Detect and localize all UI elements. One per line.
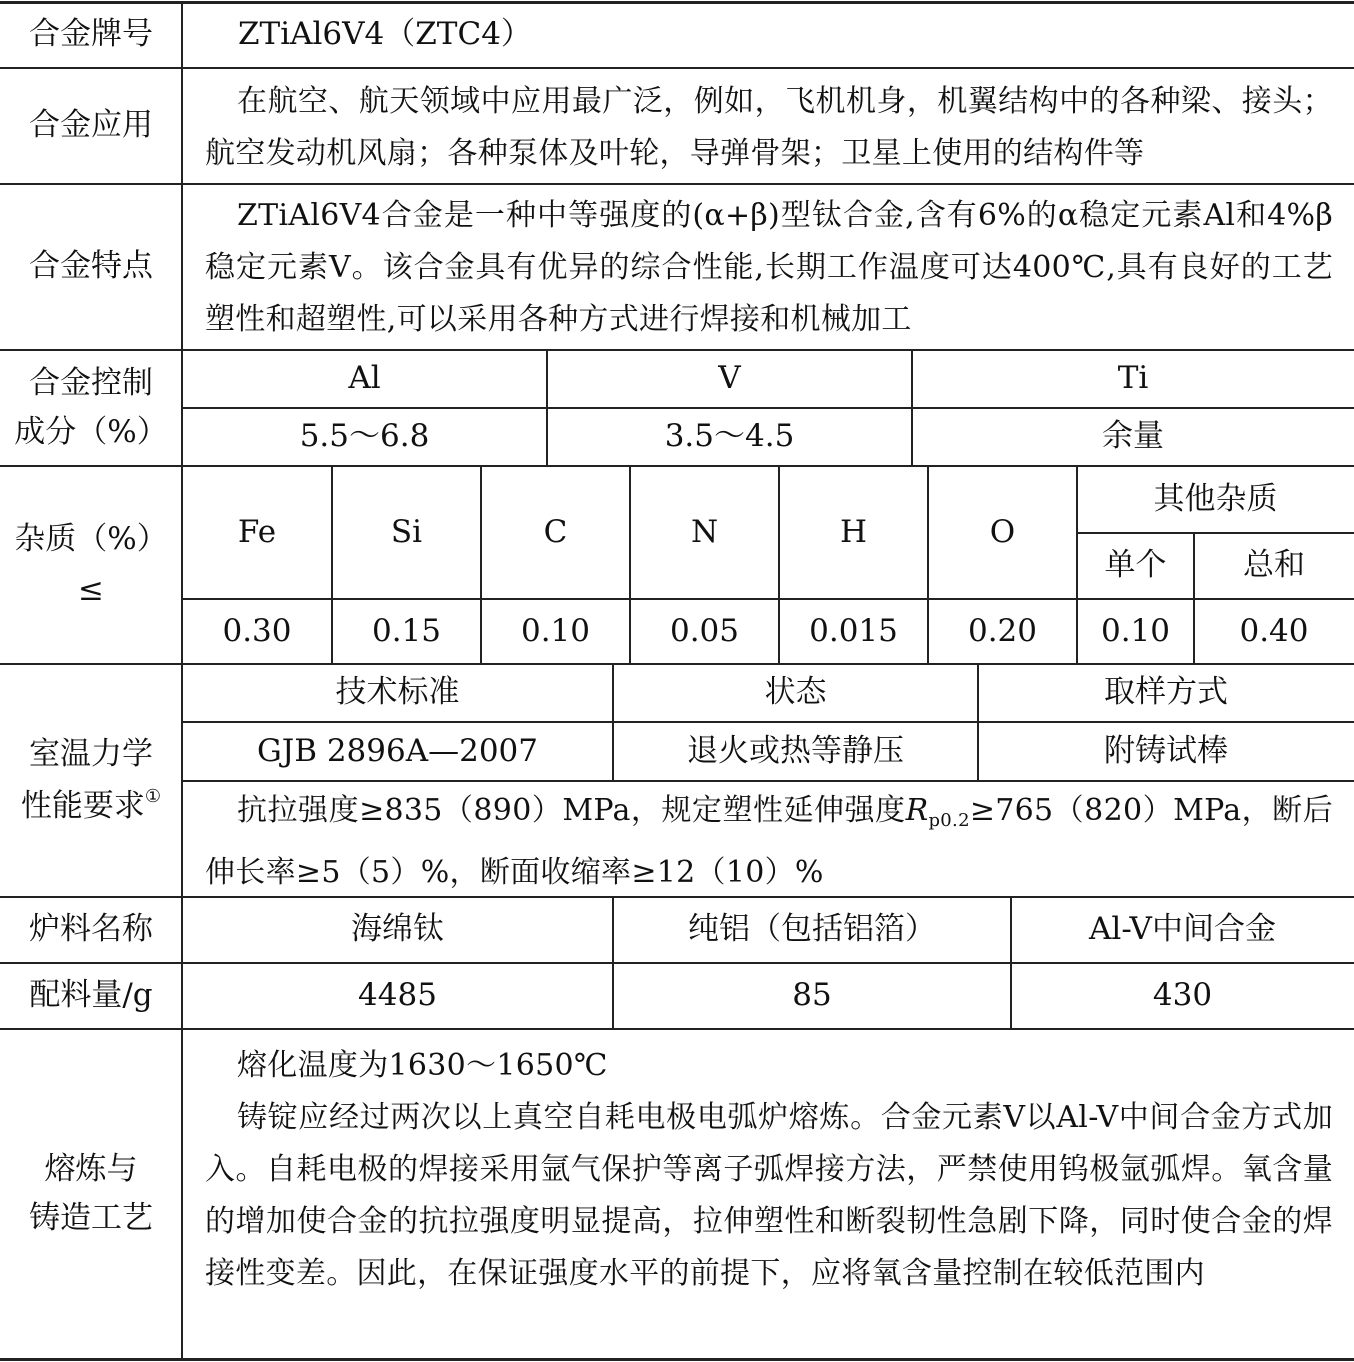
other-impurities-header: 其他杂质: [1153, 480, 1278, 517]
mechanical-requirements-text: [205, 785, 1333, 899]
charge-amount-label: 配料量/g: [29, 977, 153, 1014]
impurities-label: [0, 466, 182, 664]
yield-symbol: R: [905, 793, 929, 828]
composition-label-line1: 合金控制: [29, 364, 153, 401]
application-text: [205, 76, 1333, 180]
impurity-value: 0.15: [371, 612, 442, 649]
other-impurity-total-value: 0.40: [1239, 612, 1309, 649]
mechanical-header: 取样方式: [1104, 674, 1228, 711]
mechanical-header: 状态: [764, 674, 827, 711]
mechanical-text-b: ≥765（820）MPa，断后伸长率≥5（5）%，断面收缩率≥12（10）%: [205, 793, 1333, 890]
rule-bottom: [0, 1358, 1354, 1361]
process-label-line2: 铸造工艺: [29, 1200, 153, 1236]
features-text: [205, 190, 1333, 346]
application-label: 合金应用: [29, 107, 153, 144]
composition-element: Al: [348, 360, 381, 397]
composition-label-line2: 成分（%）: [14, 414, 168, 450]
charge-amount: 85: [792, 977, 832, 1014]
mechanical-label-line2: 性能要求: [20, 787, 145, 824]
impurity-element: O: [989, 513, 1016, 550]
process-text: [205, 1040, 1333, 1300]
process-label-line1: 熔炼与: [44, 1150, 138, 1187]
impurity-value: 0.30: [222, 612, 292, 649]
impurity-value: 0.05: [669, 612, 740, 649]
impurity-element: H: [839, 513, 868, 550]
process-paragraph-1: 熔化温度为1630～1650℃: [237, 1048, 608, 1083]
charge-name: Al-V中间合金: [1089, 911, 1276, 948]
features-label: 合金特点: [29, 248, 153, 285]
process-paragraph-2: 铸锭应经过两次以上真空自耗电极电弧炉熔炼。合金元素V以Al-V中间合金方式加入。自耗电极的焊接采用氩气保护等离子弧焊接方法，严禁使用钨极氩弧焊。氧含量的增加使合金的抗拉强度明显提高，拉伸塑性和断裂韧性急剧下降，同时使合金的焊接性变差。因此，在保证强度水平的前提下，应将氧含量控制在较低范围内: [205, 1100, 1333, 1291]
footnote-mark: ①: [144, 785, 162, 807]
mechanical-label: [0, 664, 182, 897]
impurity-element: N: [690, 513, 719, 550]
other-impurities-single-header: 单个: [1104, 547, 1167, 584]
charge-name: 海绵钛: [351, 911, 444, 948]
application-paragraph: 在航空、航天领域中应用最广泛，例如，飞机机身，机翼结构中的各种梁、接头；航空发动机风扇；各种泵体及叶轮，导弹骨架；卫星上使用的结构件等: [205, 84, 1333, 171]
composition-element: V: [718, 360, 741, 397]
grade-value: ZTiAl6V4（ZTC4）: [238, 16, 532, 53]
charge-amount: 4485: [358, 977, 437, 1014]
impurities-label-line1: 杂质（%）: [14, 520, 168, 557]
composition-element: Ti: [1117, 360, 1149, 397]
mechanical-label-line1: 室温力学: [29, 736, 153, 773]
composition-value: 5.5～6.8: [299, 418, 430, 455]
impurity-value: 0.10: [520, 612, 591, 649]
impurity-value: 0.015: [809, 612, 898, 649]
impurities-label-line2: ≤: [78, 572, 104, 608]
mechanical-value: 附铸试棒: [1104, 732, 1228, 769]
composition-label: [0, 350, 182, 466]
impurity-element: Si: [390, 513, 423, 550]
yield-symbol-subscript: p0.2: [928, 810, 970, 831]
process-label: [0, 1029, 182, 1359]
mechanical-value: 退火或热等静压: [687, 732, 904, 769]
mechanical-header: 技术标准: [335, 674, 460, 711]
features-paragraph: ZTiAl6V4合金是一种中等强度的(α+β)型钛合金,含有6%的α稳定元素Al和4%β稳定元素V。该合金具有优异的综合性能,长期工作温度可达400℃,具有良好的工艺塑性和超塑性,可以采用各种方式进行焊接和机械加工: [205, 198, 1333, 337]
other-impurity-single-value: 0.10: [1100, 612, 1171, 649]
mechanical-value: GJB 2896A—2007: [257, 732, 538, 769]
mechanical-label-line2-wrap: [21, 786, 161, 825]
mechanical-text-a: 抗拉强度≥835（890）MPa，规定塑性延伸强度: [237, 793, 906, 828]
mechanical-paragraph: [205, 785, 1333, 899]
impurity-value: 0.20: [967, 612, 1038, 649]
composition-value: 余量: [1102, 418, 1164, 455]
grade-label: 合金牌号: [29, 16, 153, 53]
charge-name: 纯铝（包括铝箔）: [688, 911, 936, 948]
impurity-element: Fe: [237, 513, 277, 550]
other-impurities-total-header: 总和: [1243, 547, 1305, 584]
composition-value: 3.5～4.5: [664, 418, 795, 455]
impurity-element: C: [543, 513, 568, 550]
rule: [0, 183, 1354, 185]
charge-name-label: 炉料名称: [29, 911, 153, 948]
charge-amount: 430: [1152, 977, 1213, 1014]
